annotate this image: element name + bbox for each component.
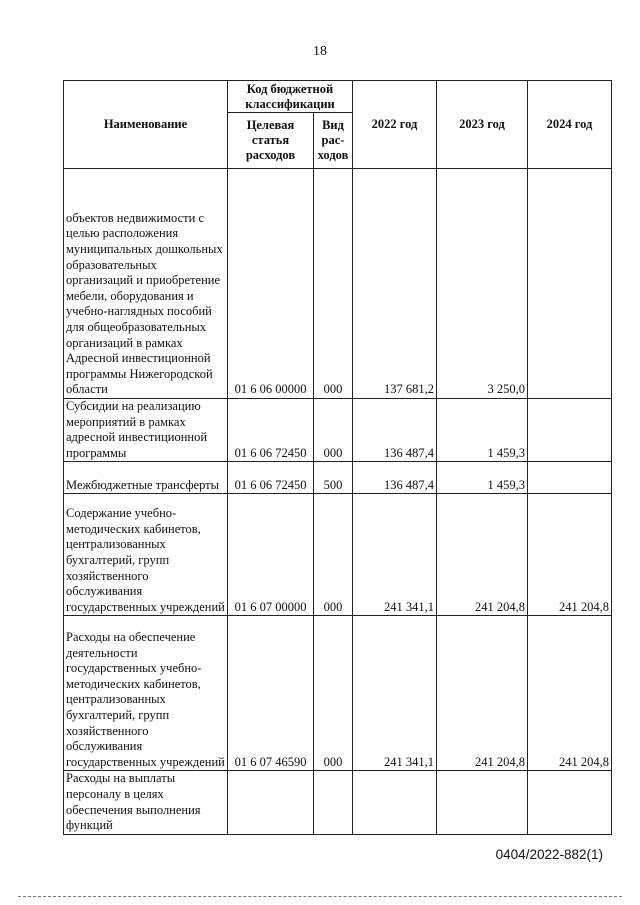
row-target: 01 6 07 00000 <box>228 494 314 616</box>
row-2022: 241 341,1 <box>353 494 437 616</box>
row-2024 <box>528 771 612 834</box>
row-kind: 000 <box>314 616 353 771</box>
row-2024 <box>528 462 612 494</box>
row-2024: 241 204,8 <box>528 494 612 616</box>
row-name: объектов недвижимости с целью расположения муниципальных дошкольных образовательных организаций и приобретение мебели, оборудования и учебно-наглядных пособий для общеобразовательных организаций в рамках Адресной инвестиционной программы Нижегородской области <box>64 169 228 399</box>
row-2022 <box>353 771 437 834</box>
row-2022: 241 341,1 <box>353 616 437 771</box>
row-name: Расходы на выплаты персоналу в целях обеспечения выполнения функций <box>64 771 228 834</box>
row-name: Содержание учебно-методических кабинетов, централизованных бухгалтерий, групп хозяйственного обслуживания государственных учреждений <box>64 494 228 616</box>
page-bottom-edge <box>18 896 622 897</box>
table-row <box>64 399 612 462</box>
row-2023: 241 204,8 <box>437 494 528 616</box>
row-target: 01 6 06 72450 <box>228 462 314 494</box>
row-2023: 1 459,3 <box>437 462 528 494</box>
row-kind: 000 <box>314 169 353 399</box>
table-row <box>64 494 612 616</box>
header-2024: 2024 год <box>528 81 612 169</box>
header-kind: Вид рас-ходов <box>314 113 353 169</box>
header-code-group: Код бюджетной классификации <box>228 81 353 113</box>
header-2023: 2023 год <box>437 81 528 169</box>
row-2022: 137 681,2 <box>353 169 437 399</box>
row-kind: 000 <box>314 494 353 616</box>
row-kind: 000 <box>314 399 353 462</box>
document-code: 0404/2022-882(1) <box>495 847 603 862</box>
header-target: Целевая статья расходов <box>228 113 314 169</box>
table-row <box>64 616 612 771</box>
row-target: 01 6 06 72450 <box>228 399 314 462</box>
row-name: Расходы на обеспечение деятельности государственных учебно-методических кабинетов, централизованных бухгалтерий, групп хозяйственного обслуживания государственных учреждений <box>64 616 228 771</box>
row-2022: 136 487,4 <box>353 462 437 494</box>
row-kind: 500 <box>314 462 353 494</box>
row-2023: 1 459,3 <box>437 399 528 462</box>
row-2023: 3 250,0 <box>437 169 528 399</box>
row-name: Межбюджетные трансферты <box>64 462 228 494</box>
row-kind <box>314 771 353 834</box>
table-row <box>64 462 612 494</box>
row-2024: 241 204,8 <box>528 616 612 771</box>
row-2023: 241 204,8 <box>437 616 528 771</box>
budget-table <box>63 80 612 835</box>
row-2023 <box>437 771 528 834</box>
row-name: Субсидии на реализацию мероприятий в рамках адресной инвестиционной программы <box>64 399 228 462</box>
header-name: Наименование <box>64 81 228 169</box>
row-2024 <box>528 169 612 399</box>
row-target: 01 6 07 46590 <box>228 616 314 771</box>
table-row <box>64 771 612 834</box>
page-number: 18 <box>313 44 327 59</box>
row-2024 <box>528 399 612 462</box>
table-row <box>64 169 612 399</box>
header-2022: 2022 год <box>353 81 437 169</box>
row-2022: 136 487,4 <box>353 399 437 462</box>
row-target: 01 6 06 00000 <box>228 169 314 399</box>
row-target <box>228 771 314 834</box>
